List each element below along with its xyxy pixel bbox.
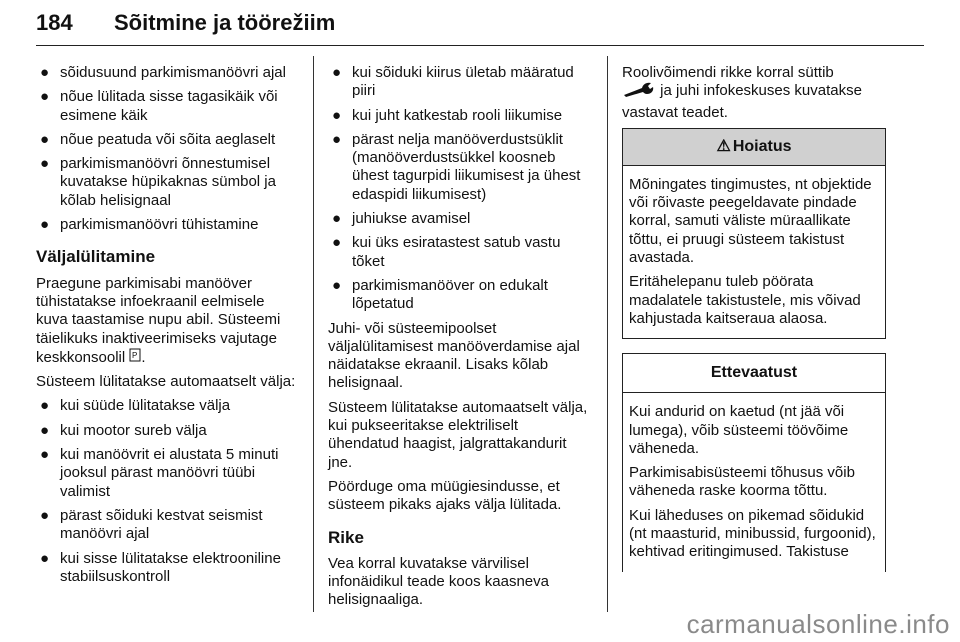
warning-box [622,128,886,339]
paragraph: Juhi- või süsteemipoolset väljalülitamisest manööverdamise ajal näidatakse ekraanil. Lisaks kõlab helisignaal. [328,319,580,392]
column-2 [328,64,593,616]
caution-header: Ettevaatust [623,354,885,393]
list-item: ● sõidusuund parkimismanöövri ajal [40,64,286,81]
bullet-icon: ● [332,210,342,228]
bullet-icon: ● [332,64,342,81]
list-item: ● kui sõiduki kiirus ületab määratud piiri [332,64,574,100]
bullet-icon: ● [40,216,50,234]
bullet-icon: ● [40,64,50,81]
bullet-list-bottom [36,397,298,586]
paragraph: Kui andurid on kaetud (nt jää või lumega), võib süsteemi töövõime väheneda. [629,403,849,457]
list-item: ● kui süüde lülitatakse välja [40,397,231,415]
paragraph: Eritähelepanu tuleb pöörata madalatele takistustele, mis võivad kahjustada kaitseraua alaosa. [629,273,861,327]
bullet-list [328,64,593,314]
svg-text:P: P [132,350,138,360]
bullet-icon: ● [332,106,342,124]
paragraph: Praegune parkimisabi manööver tühistatakse infoekraanil eelmisele kuva taastamise nupu abil. Süsteemi täielikuks inaktiveerimiseks vajutage keskkonsoolil P . [36,274,281,366]
bullet-icon: ● [40,88,50,106]
paragraph: Vea korral kuvatakse värvilisel infonäidikul teade koos kaasneva helisignaaliga. [328,554,549,609]
paragraph: Pöörduge oma müügiesindusse, et süsteem pikaks ajaks välja lülitada. [328,477,562,514]
bullet-icon: ● [332,130,342,148]
list-item: ● kui sisse lülitatakse elektrooniline stabiilsuskontroll [40,549,281,585]
list-item: ● pärast sõiduki kestvat seismist manöövri ajal [40,506,263,543]
parking-button-icon [129,349,141,366]
header-rule [36,45,924,46]
page-number: 184 [36,10,73,35]
bullet-icon: ● [40,397,50,415]
bullet-icon: ● [40,130,50,148]
warning-triangle-icon: ⚠ [716,137,731,155]
bullet-icon: ● [332,276,342,294]
list-item: ● pärast nelja manööverdustsüklit (manööverdustsükkel koosneb ühest tagurpidi liikumisest ja ühest edaspidi liikumisest) [332,130,581,203]
section-heading-valjalulitamine: Väljalülitamine [36,247,156,267]
column-3 [622,64,886,572]
list-item: ● parkimismanöövri õnnestumisel kuvatakse hüpikaknas sümbol ja kõlab helisignaal [40,155,276,209]
warning-header [623,129,885,166]
list-item: ● nõue peatuda või sõita aeglaselt [40,130,276,148]
watermark: carmanualsonline.info [686,609,950,639]
bullet-icon: ● [40,155,50,173]
caution-box [622,353,886,571]
paragraph: Süsteem lülitatakse automaatselt välja, kui pukseeritakse elektriliselt ühendatud haagist, jalgrattakandurit jne. [328,398,588,471]
bullet-icon: ● [40,421,50,439]
list-item: ● kui üks esiratastest satub vastu tõket [332,234,561,270]
bullet-icon: ● [40,549,50,567]
paragraph: Kui läheduses on pikemad sõidukid (nt maasturid, minibussid, furgoonid), kehtivad eritingimused. Takistuse [629,506,876,561]
paragraph: Mõningates tingimustes, nt objektide või rõivaste peegeldavate pindade korral, samuti väliste müraallikate tõttu, ei pruugi süsteem takistust avastada. [629,175,872,267]
paragraph: Parkimisabisüsteemi tõhusus võib väheneda raske koorma tõttu. [629,464,855,500]
column-divider-1 [313,56,314,612]
bullet-icon: ● [40,446,50,464]
list-item: ● parkimismanöövri tühistamine [40,216,259,234]
bullet-list-top [36,64,298,234]
bullet-icon: ● [332,234,342,252]
list-item: ● kui mootor sureb välja [40,421,207,439]
list-item: ● kui juht katkestab rooli liikumise [332,106,563,124]
paragraph: Süsteem lülitatakse automaatselt välja: [36,373,296,391]
section-heading-rike: Rike [328,527,364,547]
column-1 [36,64,298,592]
wrench-icon [622,82,656,103]
paragraph: Roolivõimendi rikke korral süttib ja juhi infokeskuses kuvatakse vastavat teadet. [622,64,862,121]
bullet-icon: ● [40,506,50,524]
list-item: ● nõue lülitada sisse tagasikäik või esimene käik [40,88,278,124]
list-item: ● parkimismanööver on edukalt lõpetatud [332,276,548,313]
warning-title: Hoiatus [732,137,792,155]
list-item: ● kui manöövrit ei alustata 5 minuti jooksul pärast manöövri tüübi valimist [40,446,279,500]
column-divider-2 [607,56,608,612]
list-item: ● juhiukse avamisel [332,210,471,228]
page-title: Sõitmine ja töörežiim [114,10,336,35]
page-header [36,4,924,44]
